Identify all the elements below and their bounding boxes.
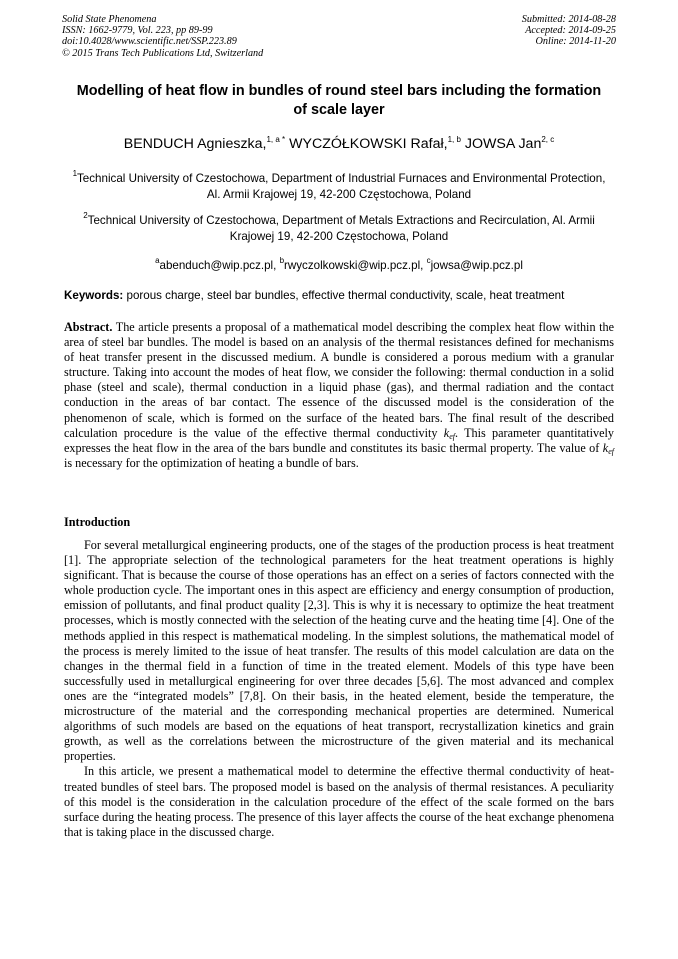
symbol-k-ef: $k_{ef}$ bbox=[602, 440, 614, 456]
keywords-label: Keywords: bbox=[64, 289, 124, 302]
affiliation-2 bbox=[70, 213, 608, 245]
abstract-text: . This parameter quantitatively expresses the heat flow in the area of the bars bundle and constitutes its basic thermal property. The value of bbox=[64, 425, 615, 455]
symbol-k-ef: $k_{ef}$ bbox=[443, 425, 455, 441]
email-list bbox=[60, 258, 618, 274]
issn-line: ISSN: 1662-9779, Vol. 223, pp 89-99 bbox=[62, 25, 213, 37]
journal-header bbox=[62, 14, 263, 59]
introduction-body bbox=[64, 538, 614, 840]
author-marker: 1, a * bbox=[266, 135, 286, 144]
online-date: Online: 2014-11-20 bbox=[535, 36, 616, 48]
author-name: BENDUCH Agnieszka, bbox=[123, 136, 267, 152]
copyright-line: © 2015 Trans Tech Publications Ltd, Switzerland bbox=[62, 47, 264, 59]
author-name: WYCZÓŁKOWSKI Rafał, bbox=[289, 136, 448, 152]
abstract-text: The article presents a proposal of a mathematical model describing the complex heat flow within the area of steel bar bundles. The model is based on an analysis of the thermal resistances defined for mechanisms of heat transfer present in the discussed medium. A bundle is considered a porous medium with a granular structure. Taking into account the modes of heat flow, we consider the following: thermal conduction in a solid phase (steel and scale), thermal conduction in a liquid phase (gas), and thermal radiation and the contact conduction in the areas of bar contact. The essence of the discussed model is the consideration of the phenomenon of scale, which is formed on the surface of the heated bars. The final result of the described calculation procedure is the value of the effective thermal conductivity bbox=[64, 320, 614, 440]
affiliation-1 bbox=[70, 171, 608, 203]
email-marker: c bbox=[426, 256, 431, 265]
affiliation-text: Technical University of Czestochowa, Department of Metals Extractions and Recirculation, Al. Armii Krajowej 19, 42-200 Częstochowa, Poland bbox=[87, 214, 595, 243]
author-marker: 1, b bbox=[447, 135, 461, 144]
email-link[interactable]: rwyczolkowski@wip.pcz.pl, bbox=[284, 259, 424, 272]
journal-name: Solid State Phenomena bbox=[62, 14, 157, 25]
dates-header bbox=[522, 14, 616, 48]
keywords-text: porous charge, steel bar bundles, effective thermal conductivity, scale, heat treatment bbox=[126, 289, 565, 302]
body-paragraph: In this article, we present a mathematical model to determine the effective thermal conductivity of heat-treated bundles of steel bars. The proposed model is based on the analysis of thermal resistances. A peculiarity of this model is the consideration in the calculation procedure of the effect of the scale formed on the bars surface during the heating process. The presence of this layer affects the course of the heat exchange phenomena that is taking place in the discussed charge. bbox=[64, 764, 614, 839]
author-name: JOWSA Jan bbox=[464, 136, 542, 152]
email-marker: b bbox=[279, 256, 285, 265]
email-link[interactable]: jowsa@wip.pcz.pl bbox=[430, 259, 523, 272]
email-link[interactable]: abenduch@wip.pcz.pl, bbox=[159, 259, 277, 272]
section-heading-introduction: Introduction bbox=[64, 515, 131, 529]
email-marker: a bbox=[155, 256, 160, 265]
submitted-date: Submitted: 2014-08-28 bbox=[521, 14, 616, 25]
abstract-label: Abstract. bbox=[64, 320, 113, 334]
accepted-date: Accepted: 2014-09-25 bbox=[525, 25, 616, 37]
affiliation-marker: 1 bbox=[72, 169, 78, 178]
author-list bbox=[40, 135, 638, 153]
paper-title: Modelling of heat flow in bundles of round steel bars including the formation of scale layer bbox=[76, 83, 602, 118]
affiliation-text: Technical University of Czestochowa, Department of Industrial Furnaces and Environmental Protection, Al. Armii Krajowej 19, 42-200 Częstochowa, Poland bbox=[77, 172, 606, 201]
keywords-line bbox=[64, 288, 624, 304]
affiliation-marker: 2 bbox=[83, 211, 88, 220]
abstract-paragraph bbox=[64, 320, 614, 471]
abstract-text: is necessary for the optimization of heating a bundle of bars. bbox=[64, 455, 359, 470]
doi-line: doi:10.4028/www.scientific.net/SSP.223.89 bbox=[62, 36, 237, 48]
author-marker: 2, c bbox=[541, 135, 555, 144]
body-paragraph: For several metallurgical engineering products, one of the stages of the production process is heat treatment [1]. The appropriate selection of the technological parameters for the heat treatment operations is highly significant. That is because the course of those operations has an effect on a series of factors connected with the whole production cycle. The important ones in this aspect are efficiency and energy consumption of production, emission of pollutants, and final product quality [2,3]. This is why it is necessary to optimize the heat treatment processes, which is mostly connected with the selection of the heating curve and the heating time [4]. One of the methods applied in this respect is mathematical modeling. In the simplest solutions, the mathematical model of the process is merely limited to the issue of heat transfer. The results of this model calculation are data on the changes in the thermal field in a function of time in the treated element. Models of this type have been successfully used in metallurgical engineering for over three decades [5,6]. The most advanced and complex ones are the “integrated models” [7,8]. On their basis, in the heated element, beside the temperature, the microstructure of the material and the corresponding mechanical properties are determined. Numerical algorithms of such models are based on the equations of heat transport, recrystallization kinetics and grain growth, as well as the correlations between the microstructure of the given material and its mechanical properties. bbox=[64, 538, 614, 764]
